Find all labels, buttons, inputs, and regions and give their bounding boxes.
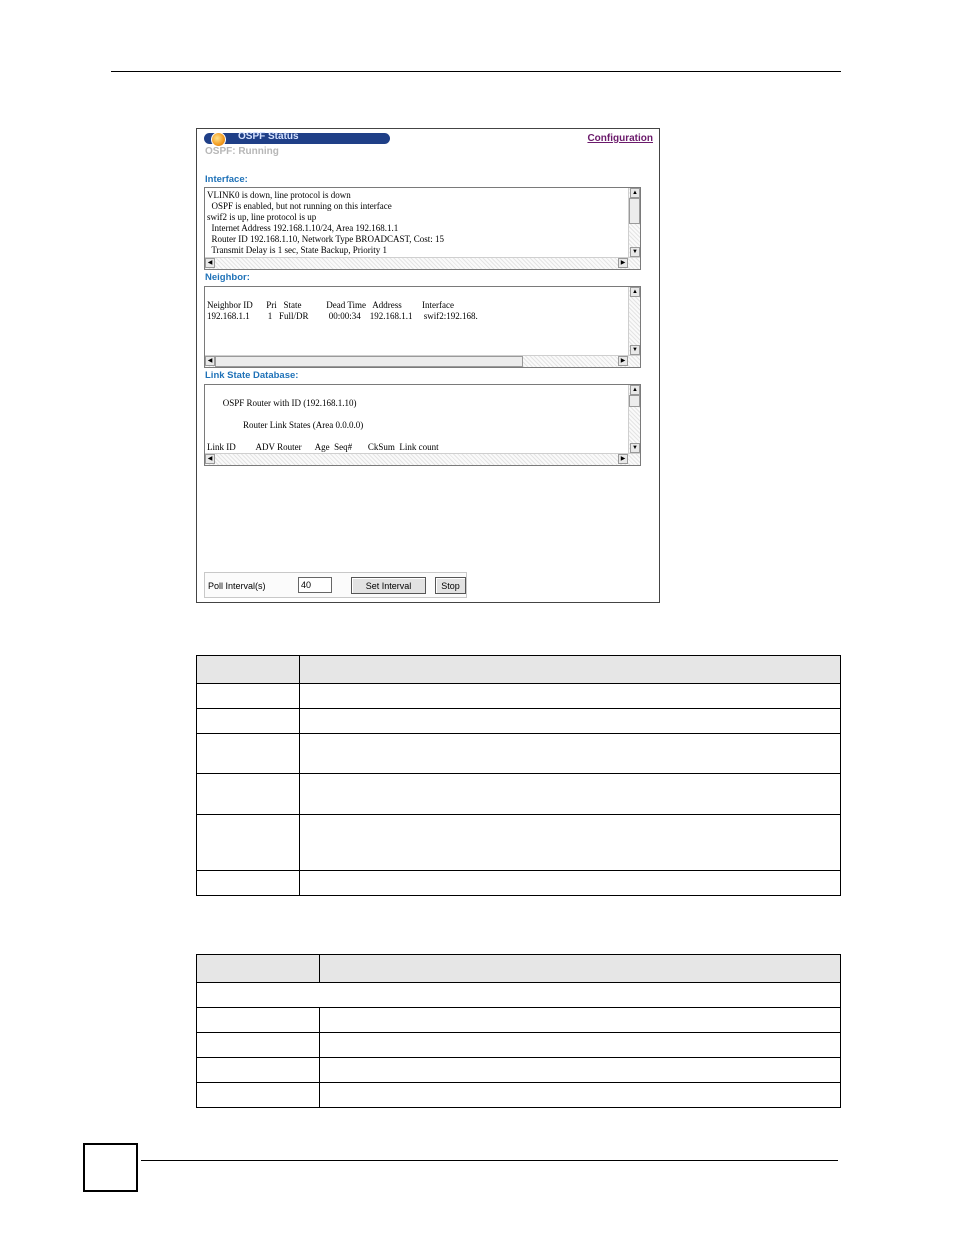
- link-state-database-text: OSPF Router with ID (192.168.1.10) Router Link States (Area 0.0.0.0) Link ID ADV Router Age Seq# CkSum Link count: [207, 398, 439, 452]
- footer-rule: [141, 1160, 838, 1161]
- table-header-cell: [320, 955, 841, 983]
- scroll-left-icon[interactable]: ◀: [205, 258, 215, 268]
- table-row: [197, 734, 841, 774]
- table-header-row: [197, 656, 841, 684]
- table-cell: [300, 774, 841, 815]
- neighbor-label: Neighbor:: [205, 272, 250, 283]
- interface-vscroll[interactable]: [628, 188, 640, 257]
- scroll-right-icon[interactable]: ▶: [618, 258, 628, 268]
- interface-textbox[interactable]: [204, 187, 641, 270]
- field-description-table-2: [196, 954, 841, 1108]
- scroll-left-icon[interactable]: ◀: [205, 454, 215, 464]
- table-cell: [197, 1008, 320, 1033]
- table-cell: [320, 1033, 841, 1058]
- table-cell: [197, 709, 300, 734]
- table-row: [197, 774, 841, 815]
- neighbor-hscroll[interactable]: [205, 355, 640, 367]
- status-orb-icon: [211, 132, 226, 147]
- table-cell: [300, 734, 841, 774]
- table-row: [197, 709, 841, 734]
- scroll-up-icon[interactable]: ▲: [630, 188, 640, 198]
- table-cell: [197, 1058, 320, 1083]
- lsdb-vscroll[interactable]: [628, 385, 640, 453]
- link-state-database-label: Link State Database:: [205, 370, 299, 381]
- screen-title: OSPF Status: [238, 131, 299, 142]
- table-row: [197, 871, 841, 896]
- table-header-cell: [197, 656, 300, 684]
- stop-button[interactable]: Stop: [435, 577, 466, 594]
- table-cell: [197, 871, 300, 896]
- scroll-up-icon[interactable]: ▲: [630, 385, 640, 395]
- interface-text: VLINK0 is down, line protocol is down OSPF is enabled, but not running on this interface swif2 is up, line protocol is up Internet Address 192.168.1.10/24, Area 192.168.1.1 Router ID 192.168.1.10, Network Type BROADCAST, Cost: 15 Transmit Delay is 1 sec, State Backup, Priority 1: [207, 190, 445, 255]
- page-number-box: [83, 1143, 138, 1192]
- table-header-row: [197, 955, 841, 983]
- scroll-down-icon[interactable]: ▼: [630, 443, 640, 453]
- table-row: [197, 1058, 841, 1083]
- table-cell: [320, 1058, 841, 1083]
- table-cell: [300, 709, 841, 734]
- table-cell: [197, 1033, 320, 1058]
- table-cell: [320, 1083, 841, 1108]
- table-row: [197, 1008, 841, 1033]
- table-section-row: [197, 983, 841, 1008]
- poll-interval-bar: [204, 572, 467, 598]
- table-cell: [197, 774, 300, 815]
- neighbor-vscroll[interactable]: [628, 287, 640, 355]
- scroll-down-icon[interactable]: ▼: [630, 247, 640, 257]
- link-state-database-textbox[interactable]: [204, 384, 641, 466]
- scroll-thumb[interactable]: [629, 198, 640, 224]
- table-cell: [300, 871, 841, 896]
- neighbor-textbox[interactable]: [204, 286, 641, 368]
- table-row: [197, 1083, 841, 1108]
- lsdb-hscroll[interactable]: [205, 453, 640, 465]
- interface-label: Interface:: [205, 174, 248, 185]
- scroll-left-icon[interactable]: ◀: [205, 356, 215, 366]
- ospf-running-status: OSPF: Running: [205, 146, 279, 157]
- scroll-down-icon[interactable]: ▼: [630, 345, 640, 355]
- table-row: [197, 684, 841, 709]
- table-cell: [197, 1083, 320, 1108]
- field-description-table-1: [196, 655, 841, 896]
- scroll-right-icon[interactable]: ▶: [618, 454, 628, 464]
- table-cell: [320, 1008, 841, 1033]
- scroll-thumb[interactable]: [215, 356, 523, 367]
- poll-interval-input[interactable]: [298, 577, 332, 593]
- table-header-cell: [197, 955, 320, 983]
- set-interval-button[interactable]: Set Interval: [351, 577, 426, 594]
- interface-hscroll[interactable]: [205, 257, 640, 269]
- table-cell: [197, 684, 300, 709]
- scroll-up-icon[interactable]: ▲: [630, 287, 640, 297]
- scroll-right-icon[interactable]: ▶: [618, 356, 628, 366]
- table-cell: [300, 815, 841, 871]
- table-section-cell: [197, 983, 841, 1008]
- table-cell: [197, 734, 300, 774]
- header-rule: [111, 71, 841, 72]
- ospf-status-screen: [196, 128, 660, 603]
- table-cell: [300, 684, 841, 709]
- table-header-cell: [300, 656, 841, 684]
- table-row: [197, 815, 841, 871]
- table-row: [197, 1033, 841, 1058]
- scroll-thumb[interactable]: [629, 395, 640, 407]
- poll-interval-label: Poll Interval(s): [208, 581, 266, 591]
- configuration-link[interactable]: Configuration: [587, 133, 653, 144]
- neighbor-text: Neighbor ID Pri State Dead Time Address Interface 192.168.1.1 1 Full/DR 00:00:34 192.168.1.1 swif2:192.168.: [207, 300, 478, 321]
- table-cell: [197, 815, 300, 871]
